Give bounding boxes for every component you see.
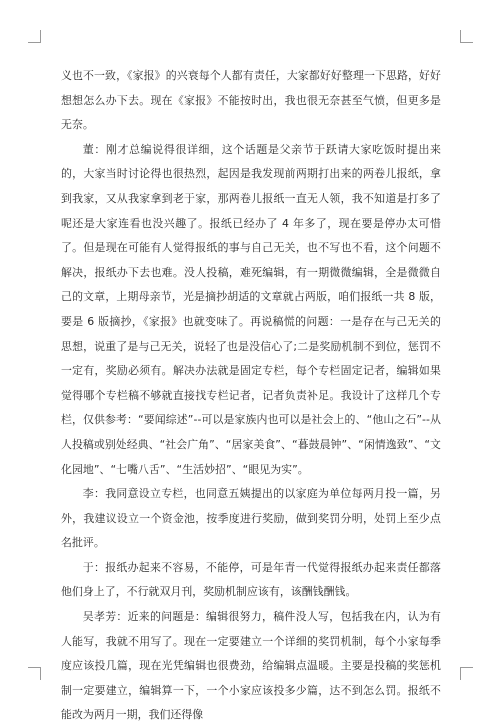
paragraph-continued: 义也不一致，《家报》的兴衰每个人都有责任，大家都好好整理一下思路，好好想想怎么办下去。现在《家报》不能按时出，我也很无奈甚至气愤，但更多是无奈。 xyxy=(61,69,441,132)
crop-mark-bottom-left xyxy=(28,667,41,680)
crop-mark-bottom-right xyxy=(460,667,473,680)
paragraph-yu: 于：报纸办起来不容易，不能停，可是年青一代觉得报纸办起来责任都落他们身上了，不行就双月刊，奖励机制应该有，该酬钱酬钱。 xyxy=(61,560,441,599)
crop-mark-top-right xyxy=(460,30,473,43)
paragraph-li: 李：我同意设立专栏，也同意五姨提出的以家庭为单位每两月投一篇，另外，我建议设立一个资金池，按季度进行奖励，做到奖罚分明，处罚上至少点名批评。 xyxy=(61,487,441,550)
paragraph-wu-xiaofang: 吴孝芳：近来的问题是：编辑很努力，稿件没人写，包括我在内，认为有人能写，我就不用写了。现在一定要建立一个详细的奖罚机制，每个小家每季度应该投几篇，现在光凭编辑也很费劲，给编辑点温暖。主要是投稿的奖惩机制一定要建立，编辑算一下，一个小家应该投多少篇，达不到怎么罚。报纸不能改为两月一期，我们还得像 xyxy=(61,610,441,722)
paragraph-dong: 董：刚才总编说得很详细，这个话题是父亲节于跃请大家吃饭时提出来的，大家当时讨论得也很热烈，起因是我发现前两期打出来的两卷儿报纸，拿到我家，又从我家拿到老于家，那两卷儿报纸一直无人领，我不知道是打多了呢还是大家连看也没兴趣了。报纸已经办了 4 年多了，现在要是停办太可惜了。但是现在可能有人觉得报纸的事与自己无关，也不写也不看，这个问题不解决，报纸办下去也难。没人投稿，难死编辑，有一期微微编辑，全是微微自己的文章，上期母亲节，光是摘抄胡适的文章就占两版，咱们报纸一共 8 版，要是 6 版摘抄，《家报》也就变味了。再说稿慌的问题：一是存在与己无关的思想，说重了是与己无关，说轻了也是没信心了;二是奖励机制不到位，惩罚不一定有，奖励必须有。解决办法就是固定专栏，每个专栏固定记者，编辑如果觉得哪个专栏稿不够就直接找专栏记者，记者负责补足。我设计了这样几个专栏，仅供参考：“要闻综述”--可以是家族内也可以是社会上的、“他山之石”--从人投稿或别处经典、“社会广角”、“居家美食”、“暮鼓晨钟”、“闲情逸致”、“文化园地”、“七嘴八舌”、“生活妙招”、“眼见为实”。 xyxy=(61,142,441,476)
crop-mark-top-left xyxy=(28,30,41,43)
document-body xyxy=(61,64,441,728)
